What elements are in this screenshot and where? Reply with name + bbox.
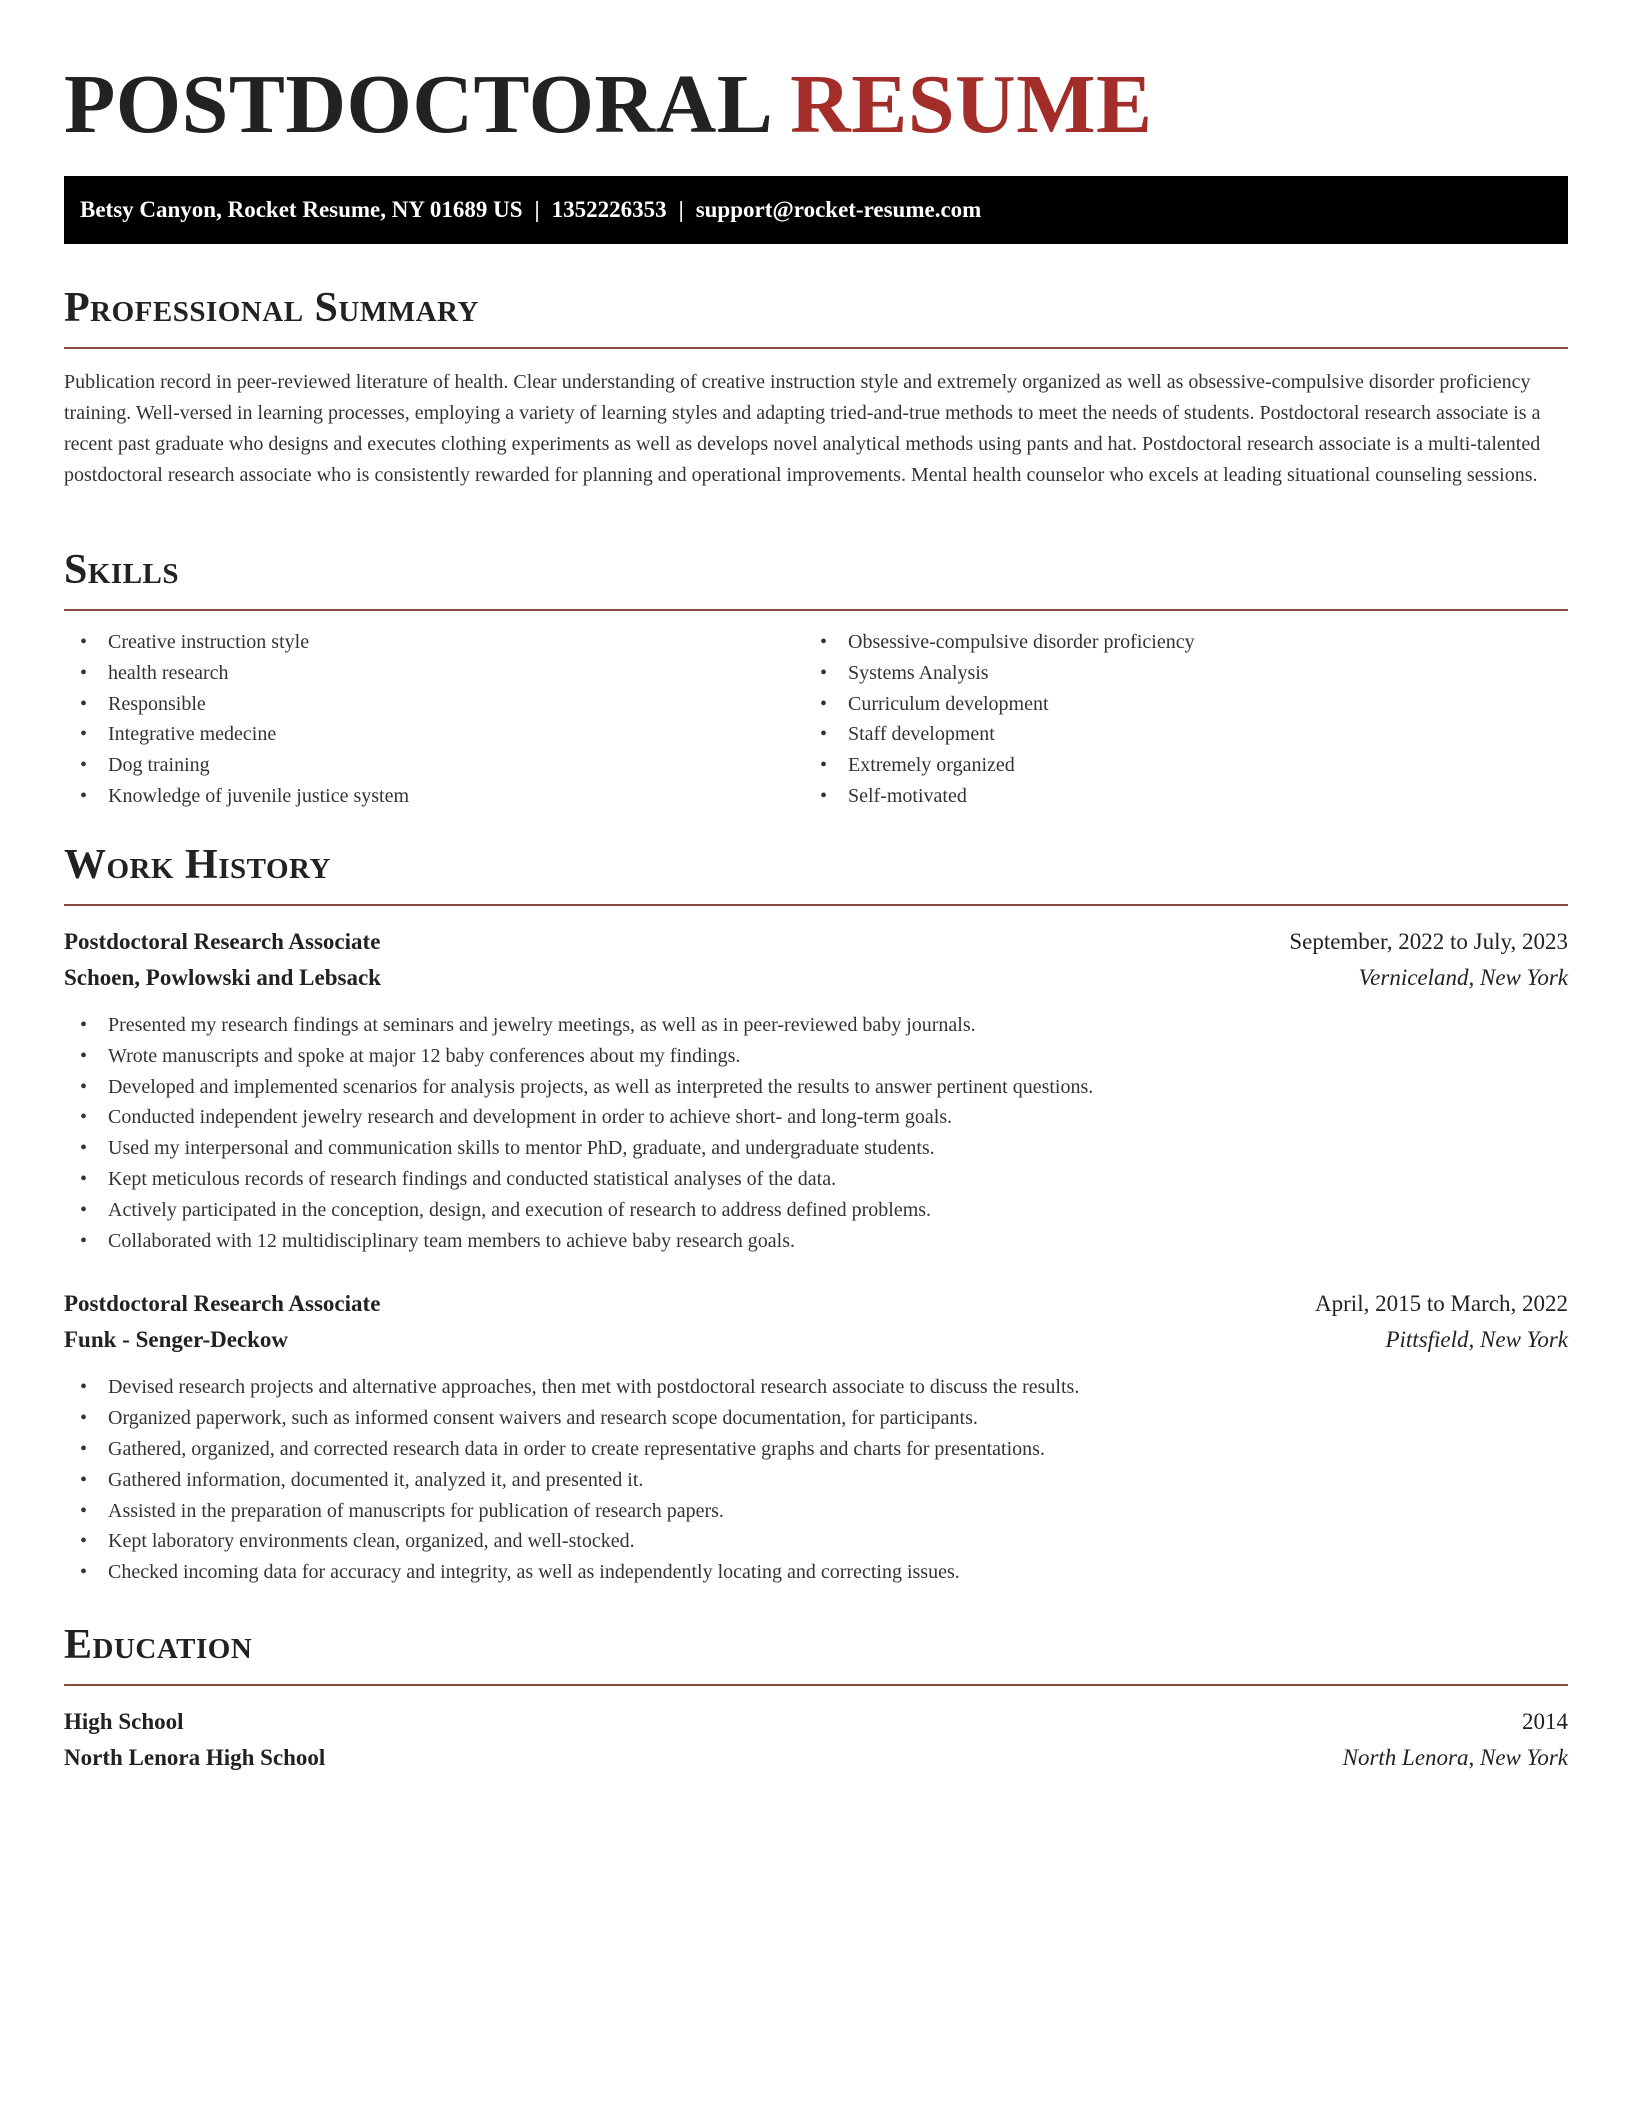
education-section <box>64 1620 1568 1776</box>
skill-item: • Knowledge of juvenile justice system <box>64 781 804 812</box>
job-duty-item: • Gathered, organized, and corrected research data in order to create representative graphs and charts for presentations. <box>64 1434 1568 1465</box>
skills-column-right <box>804 627 1544 812</box>
job-entry <box>64 924 1568 1256</box>
education-degree: High School <box>64 1709 184 1734</box>
title-part-2: RESUME <box>790 58 1153 151</box>
job-header-row <box>64 924 1568 960</box>
job-company: Funk - Senger-Deckow <box>64 1327 289 1353</box>
job-location: Verniceland, New York <box>1358 965 1568 990</box>
section-heading: Work History <box>64 842 331 888</box>
summary-text: Publication record in peer-reviewed literature of health. Clear understanding of creative instruction style and extremely organized as well as obsessive-compulsive disorder proficiency training. Well-versed in learning processes, employing a variety of learning styles and adapting tried-and-true methods to meet the needs of students. Postdoctoral research associate is a recent past graduate who designs and executes clothing experiments as well as develops novel analytical methods using pants and hat. Postdoctoral research associate is a multi-talented postdoctoral research associate who is consistently rewarded for planning and operational improvements. Mental health counselor who excels at leading situational counseling sessions. <box>64 371 1541 486</box>
skill-item: • Staff development <box>804 719 1544 750</box>
education-school-row <box>64 1740 1568 1776</box>
section-heading: Education <box>64 1622 253 1668</box>
skill-item: • health research <box>64 658 804 689</box>
job-duty-item: • Developed and implemented scenarios for analysis projects, as well as interpreted the results to answer pertinent questions. <box>64 1072 1568 1103</box>
job-title: Postdoctoral Research Associate <box>64 929 381 954</box>
job-location: Pittsfield, New York <box>1385 1327 1568 1353</box>
resume-title <box>64 50 1153 160</box>
skill-item: • Self-motivated <box>804 781 1544 812</box>
job-duty-item: • Presented my research findings at seminars and jewelry meetings, as well as in peer-reviewed baby journals. <box>64 1010 1568 1041</box>
education-year: 2014 <box>1522 1709 1568 1734</box>
skill-item: • Obsessive-compulsive disorder proficiency <box>804 627 1544 658</box>
job-duty-item: • Used my interpersonal and communication skills to mentor PhD, graduate, and undergraduate students. <box>64 1133 1568 1164</box>
contact-bar <box>64 176 1568 244</box>
skill-item: • Systems Analysis <box>804 658 1544 689</box>
job-duty-item: • Assisted in the preparation of manuscripts for publication of research papers. <box>64 1496 1568 1527</box>
job-company: Schoen, Powlowski and Lebsack <box>64 965 381 990</box>
contact-separator: | <box>678 197 684 222</box>
education-location: North Lenora, New York <box>1342 1745 1568 1770</box>
skills-section <box>64 545 1568 812</box>
contact-separator: | <box>534 197 540 222</box>
job-duty-item: • Checked incoming data for accuracy and integrity, as well as independently locating and correcting issues. <box>64 1557 1568 1588</box>
job-duty-item: • Wrote manuscripts and spoke at major 12 baby conferences about my findings. <box>64 1041 1568 1072</box>
job-header-row <box>64 1286 1568 1322</box>
skill-item: • Creative instruction style <box>64 627 804 658</box>
job-duty-item: • Kept meticulous records of research findings and conducted statistical analyses of the data. <box>64 1164 1568 1195</box>
education-entry <box>64 1704 1568 1776</box>
contact-address: Betsy Canyon, Rocket Resume, NY 01689 US <box>80 197 523 222</box>
skill-item: • Curriculum development <box>804 689 1544 720</box>
title-part-1: POSTDOCTORAL <box>64 58 769 151</box>
job-duty-item: • Gathered information, documented it, analyzed it, and presented it. <box>64 1465 1568 1496</box>
section-divider <box>64 347 1568 349</box>
contact-email: support@rocket-resume.com <box>695 197 982 222</box>
education-header-row <box>64 1704 1568 1740</box>
job-duty-item: • Conducted independent jewelry research and development in order to achieve short- and long-term goals. <box>64 1102 1568 1133</box>
job-dates: September, 2022 to July, 2023 <box>1289 929 1568 954</box>
job-duty-item: • Organized paperwork, such as informed consent waivers and research scope documentation, for participants. <box>64 1403 1568 1434</box>
section-heading: Professional Summary <box>64 285 479 331</box>
job-company-row <box>64 960 1568 996</box>
education-school: North Lenora High School <box>64 1745 326 1770</box>
skill-item: • Responsible <box>64 689 804 720</box>
job-duty-item: • Collaborated with 12 multidisciplinary team members to achieve baby research goals. <box>64 1226 1568 1257</box>
work-history-section <box>64 840 1568 1588</box>
job-entry <box>64 1286 1568 1588</box>
job-title: Postdoctoral Research Associate <box>64 1291 381 1317</box>
contact-phone: 1352226353 <box>551 197 667 222</box>
job-dates: April, 2015 to March, 2022 <box>1315 1291 1568 1317</box>
skill-item: • Extremely organized <box>804 750 1544 781</box>
section-divider <box>64 1684 1568 1686</box>
job-duties <box>64 1372 1568 1588</box>
skill-item: • Dog training <box>64 750 804 781</box>
job-company-row <box>64 1322 1568 1358</box>
skills-column-left <box>64 627 804 812</box>
job-duty-item: • Devised research projects and alternative approaches, then met with postdoctoral research associate to discuss the results. <box>64 1372 1568 1403</box>
section-heading: Skills <box>64 547 180 593</box>
job-duty-item: • Kept laboratory environments clean, organized, and well-stocked. <box>64 1526 1568 1557</box>
summary-section <box>64 283 1568 491</box>
job-duty-item: • Actively participated in the conception, design, and execution of research to address defined problems. <box>64 1195 1568 1226</box>
section-divider <box>64 904 1568 906</box>
section-divider <box>64 609 1568 611</box>
skills-list <box>64 627 1568 812</box>
skill-item: • Integrative medecine <box>64 719 804 750</box>
job-duties <box>64 1010 1568 1256</box>
